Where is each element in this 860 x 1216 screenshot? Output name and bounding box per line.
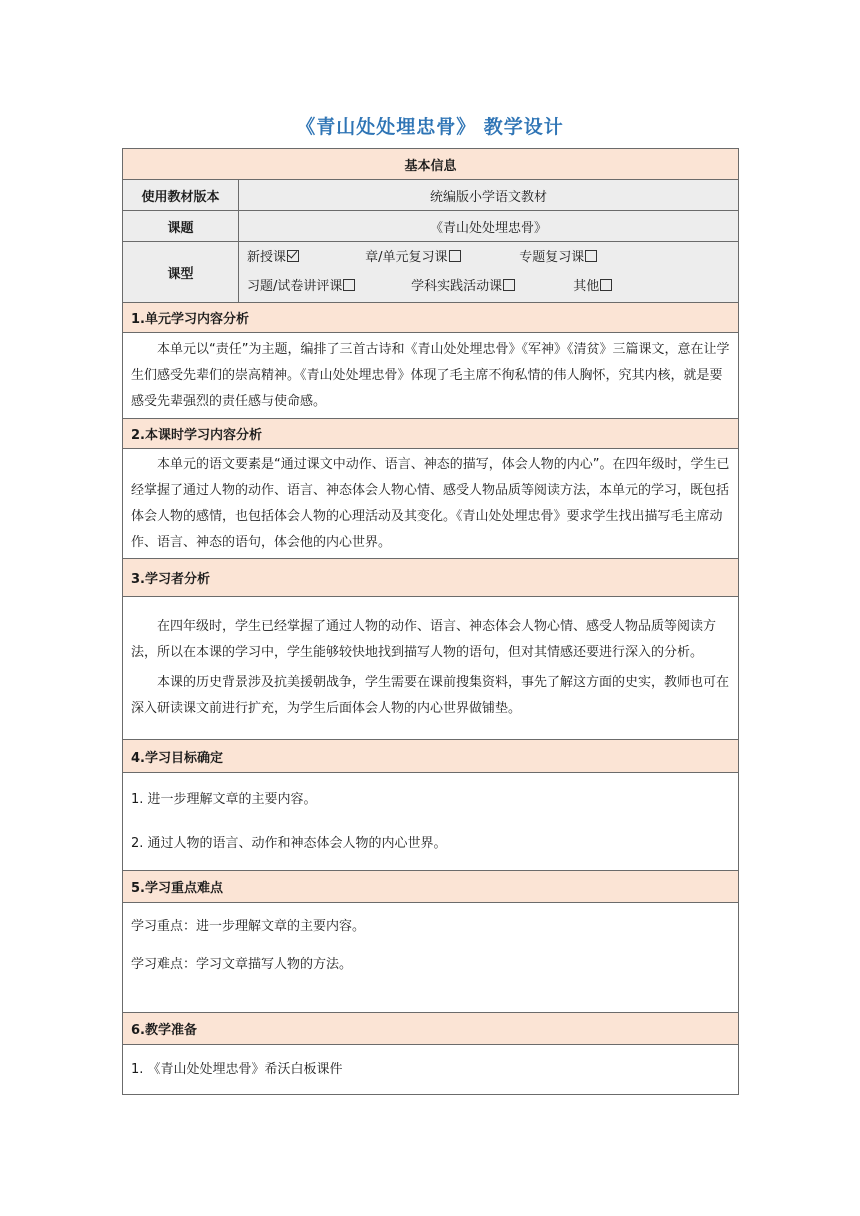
- basic-info-header: 基本信息: [123, 149, 739, 180]
- lesson-type-options: [239, 242, 739, 303]
- type-option-topic-review[interactable]: 专题复习课: [519, 243, 597, 272]
- lesson-type-label: 课型: [123, 242, 239, 303]
- checkbox-icon[interactable]: [585, 250, 597, 262]
- lesson-plan-table: [122, 148, 739, 1095]
- type-option-unit-review[interactable]: 章/单元复习课: [365, 243, 515, 272]
- section-2-heading-row: [123, 419, 739, 449]
- checkbox-icon[interactable]: [600, 279, 612, 291]
- checkbox-icon[interactable]: [449, 250, 461, 262]
- objective-item: 2. 通过人物的语言、动作和神态体会人物的内心世界。: [131, 835, 447, 851]
- textbook-row: [123, 180, 739, 211]
- section-6-body-row: [123, 1045, 739, 1095]
- lesson-type-row: [123, 242, 739, 303]
- preparation-item: 1. 《青山处处埋忠骨》希沃白板课件: [131, 1061, 343, 1077]
- section-3-heading-row: [123, 559, 739, 597]
- type-option-practice-activity[interactable]: 学科实践活动课: [411, 272, 569, 301]
- section-1-body-row: [123, 333, 739, 419]
- checkbox-checked-icon[interactable]: [287, 250, 299, 262]
- section-1-heading: 1.单元学习内容分析: [123, 303, 739, 333]
- key-point: 学习重点：进一步理解文章的主要内容。: [131, 919, 366, 934]
- topic-label: 课题: [123, 211, 239, 242]
- section-3-paragraph: 在四年级时，学生已经掌握了通过人物的动作、语言、神态体会人物心情、感受人物品质等阅读方法，所以在本课的学习中，学生能够较快地找到描写人物的语句，但对其情感还要进行深入的分析。: [131, 619, 717, 660]
- topic-row: [123, 211, 739, 242]
- objective-item: 1. 进一步理解文章的主要内容。: [131, 791, 317, 807]
- section-1-paragraph: 本单元以“责任”为主题，编排了三首古诗和《青山处处埋忠骨》《军神》《清贫》三篇课文，意在让学生们感受先辈们的崇高精神。《青山处处埋忠骨》体现了毛主席不徇私情的伟人胸怀，究其内核，就是要感受先辈强烈的责任感与使命感。: [131, 341, 730, 409]
- section-4-heading: 4.学习目标确定: [123, 740, 739, 773]
- textbook-label: 使用教材版本: [123, 180, 239, 211]
- section-6-heading-row: [123, 1013, 739, 1045]
- section-2-body-row: [123, 449, 739, 559]
- document-title: 《青山处处埋忠骨》 教学设计: [296, 116, 564, 138]
- section-3-body-row: [123, 597, 739, 740]
- type-option-other[interactable]: 其他: [573, 272, 612, 301]
- section-4-heading-row: [123, 740, 739, 773]
- section-3-heading: 3.学习者分析: [123, 559, 739, 597]
- topic-value: 《青山处处埋忠骨》: [239, 211, 739, 242]
- section-2-paragraph: 本单元的语文要素是“通过课文中动作、语言、神态的描写，体会人物的内心”。在四年级时，学生已经掌握了通过人物的动作、语言、神态体会人物心情、感受人物品质等阅读方法，本单元的学习，既包括体会人物的感情，也包括体会人物的心理活动及其变化。《青山处处埋忠骨》要求学生找出描写毛主席动作、语言、神态的语句，体会他的内心世界。: [131, 456, 730, 550]
- section-5-heading: 5.学习重点难点: [123, 871, 739, 903]
- section-2-heading: 2.本课时学习内容分析: [123, 419, 739, 449]
- section-5-heading-row: [123, 871, 739, 903]
- type-option-new[interactable]: 新授课: [247, 243, 361, 272]
- section-3-paragraph: 本课的历史背景涉及抗美援朝战争，学生需要在课前搜集资料，事先了解这方面的史实，教师也可在深入研读课文前进行扩充，为学生后面体会人物的内心世界做铺垫。: [131, 675, 730, 716]
- textbook-value: 统编版小学语文教材: [239, 180, 739, 211]
- type-option-exercise-review[interactable]: 习题/试卷讲评课: [247, 272, 407, 301]
- section-6-heading: 6.教学准备: [123, 1013, 739, 1045]
- basic-info-header-row: [123, 149, 739, 180]
- checkbox-icon[interactable]: [503, 279, 515, 291]
- section-5-body-row: [123, 903, 739, 1013]
- section-1-heading-row: [123, 303, 739, 333]
- checkbox-icon[interactable]: [343, 279, 355, 291]
- difficulty-point: 学习难点：学习文章描写人物的方法。: [131, 957, 353, 972]
- section-4-body-row: [123, 773, 739, 871]
